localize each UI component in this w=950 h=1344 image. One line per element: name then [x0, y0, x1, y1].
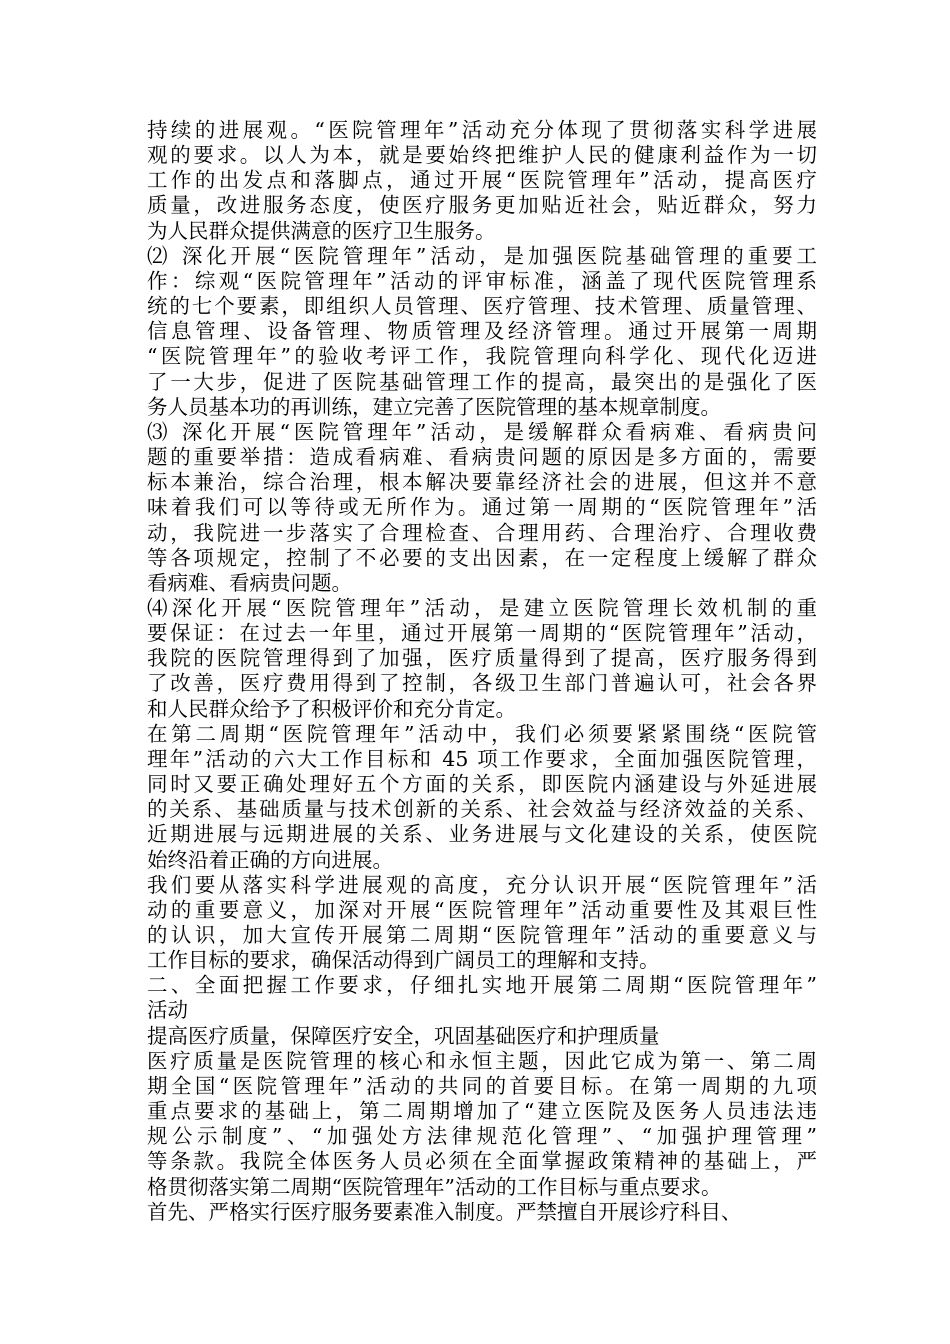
text-line: 等各项规定，控制了不必要的支出因素，在一定程度上缓解了群众	[147, 545, 817, 570]
paragraph-p4	[147, 596, 817, 722]
text-line: 观的要求。以人为本，就是要始终把维护人民的健康利益作为一切	[147, 143, 817, 168]
paragraph-p10	[147, 1200, 817, 1225]
text-line: 的认识，加大宣传开展第二周期“医院管理年”活动的重要意义与	[147, 923, 817, 947]
text-line: 在第二周期“医院管理年”活动中，我们必须要紧紧围绕“医院管	[147, 721, 817, 746]
text-line: 作：综观“医院管理年”活动的评审标准，涵盖了现代医院管理系	[147, 268, 817, 293]
text-line: ⑵ 深化开展“医院管理年”活动，是加强医院基础管理的重要工	[147, 243, 817, 268]
text-line: 持续的进展观。“医院管理年”活动充分体现了贯彻落实科学进展	[147, 118, 817, 142]
text-line: 医疗质量是医院管理的核心和永恒主题，因此它成为第一、第二周	[147, 1048, 817, 1073]
text-line: 务人员基本功的再训练，建立完善了医院管理的基本规章制度。	[147, 394, 721, 419]
paragraph-p9	[147, 1049, 817, 1200]
text-line: ⑶ 深化开展“医院管理年”活动，是缓解群众看病难、看病贵问	[147, 419, 817, 444]
text-line: 规公示制度”、“加强处方法律规范化管理”、“加强护理管理”	[147, 1124, 817, 1149]
text-line: 质量，改进服务态度，使医疗服务更加贴近社会，贴近群众，努力	[147, 193, 817, 218]
text-line: 标本兼治，综合治理，根本解决要靠经济社会的进展，但这并不意	[147, 470, 817, 495]
text-line: 同时又要正确处理好五个方面的关系，即医院内涵建设与外延进展	[147, 772, 817, 797]
text-line: 信息管理、设备管理、物质管理及经济管理。通过开展第一周期	[147, 319, 817, 344]
text-line: 格贯彻落实第二周期“医院管理年”活动的工作目标与重点要求。	[147, 1174, 722, 1199]
paragraph-p5	[147, 722, 817, 873]
text-line: 了一大步，促进了医院基础管理工作的提高，最突出的是强化了医	[147, 369, 817, 394]
text-line: 味着我们可以等待或无所作为。通过第一周期的“医院管理年”活	[147, 495, 817, 520]
text-line: 提高医疗质量，保障医疗安全，巩固基础医疗和护理质量	[147, 1023, 660, 1048]
text-line: ⑷深化开展“医院管理年”活动，是建立医院管理长效机制的重	[147, 595, 817, 620]
text-line: 理年”活动的六大工作目标和 45 项工作要求，全面加强医院管理，	[147, 746, 817, 771]
paragraph-p2	[147, 244, 817, 420]
paragraph-p3	[147, 420, 817, 596]
text-line: 题的重要举措：造成看病难、看病贵问题的原因是多方面的，需要	[147, 445, 817, 470]
text-line: 首先、严格实行医疗服务要素准入制度。严禁擅自开展诊疗科目、	[147, 1199, 742, 1224]
text-line: 看病难、看病贵问题。	[147, 570, 352, 595]
text-line: 统的七个要素，即组织人员管理、医疗管理、技术管理、质量管理、	[147, 294, 817, 319]
paragraph-p7	[147, 973, 817, 1023]
document-body	[147, 118, 817, 1225]
text-line: 要保证：在过去一年里，通过开展第一周期的“医院管理年”活动，	[147, 621, 817, 646]
text-line: 和人民群众给予了积极评价和充分肯定。	[147, 696, 516, 721]
text-line: 始终沿着正确的方向进展。	[147, 847, 393, 872]
text-line: 动，我院进一步落实了合理检查、合理用药、合理治疗、合理收费	[147, 520, 817, 545]
paragraph-p8	[147, 1024, 817, 1049]
text-line: 的关系、基础质量与技术创新的关系、社会效益与经济效益的关系、	[147, 797, 817, 822]
text-line: 活动	[147, 998, 188, 1023]
paragraph-p1	[147, 118, 817, 244]
text-line: 近期进展与远期进展的关系、业务进展与文化建设的关系，使医院	[147, 822, 817, 847]
text-line: 我们要从落实科学进展观的高度，充分认识开展“医院管理年”活	[147, 872, 817, 897]
text-line: 工作的出发点和落脚点，通过开展“医院管理年”活动，提高医疗	[147, 168, 817, 193]
paragraph-p6	[147, 873, 817, 974]
text-line: 我院的医院管理得到了加强，医疗质量得到了提高，医疗服务得到	[147, 646, 817, 671]
text-line: 为人民群众提供满意的医疗卫生服务。	[147, 218, 496, 243]
text-line: 二、全面把握工作要求，仔细扎实地开展第二周期“医院管理年”	[147, 973, 817, 998]
text-line: 等条款。我院全体医务人员必须在全面掌握政策精神的基础上，严	[147, 1149, 817, 1174]
text-line: 了改善，医疗费用得到了控制，各级卫生部门普遍认可，社会各界	[147, 671, 817, 696]
text-line: 动的重要意义，加深对开展“医院管理年”活动重要性及其艰巨性	[147, 897, 817, 922]
text-line: “医院管理年”的验收考评工作，我院管理向科学化、现代化迈进	[147, 344, 817, 369]
text-line: 期全国“医院管理年”活动的共同的首要目标。在第一周期的九项	[147, 1073, 817, 1098]
text-line: 工作目标的要求，确保活动得到广阔员工的理解和支持。	[147, 948, 660, 973]
text-line: 重点要求的基础上，第二周期增加了“建立医院及医务人员违法违	[147, 1099, 817, 1124]
